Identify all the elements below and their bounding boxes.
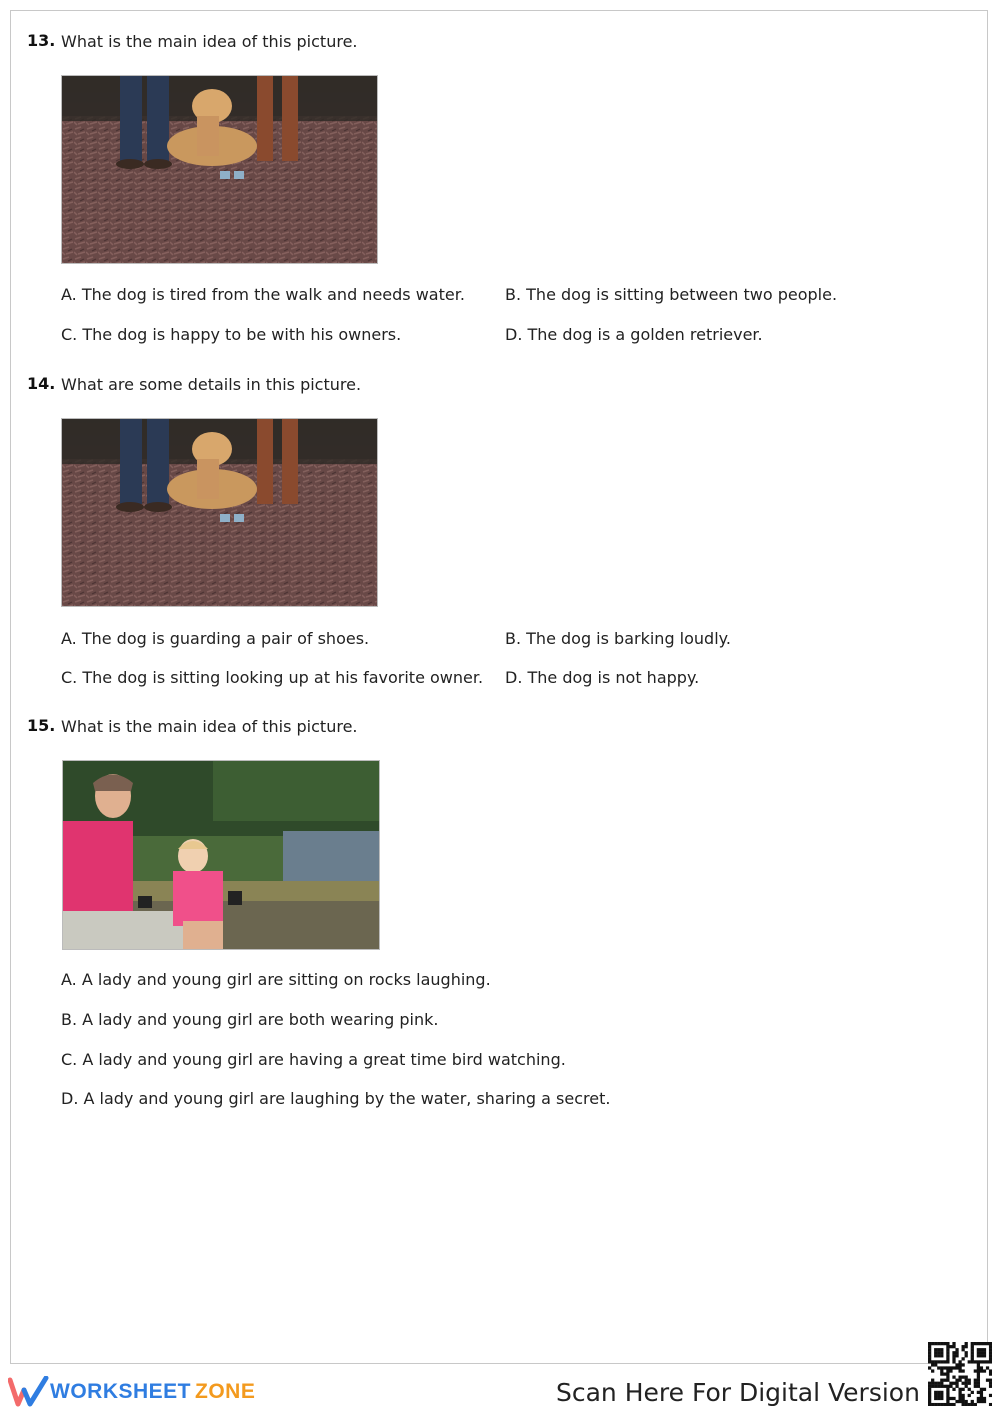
question-13-option-b: B. The dog is sitting between two people. (505, 285, 838, 304)
question-15-option-c: C. A lady and young girl are having a great time bird watching. (61, 1050, 566, 1069)
question-13-option-c: C. The dog is happy to be with his owners. (61, 325, 402, 344)
question-13-option-d: D. The dog is a golden retriever. (505, 325, 763, 344)
logo-text-zone: ZONE (195, 1380, 256, 1403)
worksheet-zone-logo-icon (8, 1376, 50, 1408)
scan-digital-version-text: Scan Here For Digital Version (556, 1378, 920, 1407)
question-15-option-a: A. A lady and young girl are sitting on rocks laughing. (61, 970, 491, 989)
question-14-option-c: C. The dog is sitting looking up at his favorite owner. (61, 668, 484, 687)
dog-photo-1 (61, 75, 378, 264)
qr-code-icon[interactable] (928, 1342, 992, 1406)
question-14-option-b: B. The dog is barking loudly. (505, 629, 731, 648)
question-15-option-b: B. A lady and young girl are both wearing pink. (61, 1010, 439, 1029)
question-15-number: 15. (27, 716, 56, 735)
question-13-option-a: A. The dog is tired from the walk and needs water. (61, 285, 465, 304)
question-14-number: 14. (27, 374, 56, 393)
logo-text-worksheet: WORKSHEET (50, 1380, 191, 1403)
question-14-text: What are some details in this picture. (61, 375, 362, 394)
question-14-option-d: D. The dog is not happy. (505, 668, 700, 687)
question-13-text: What is the main idea of this picture. (61, 32, 358, 51)
question-14-option-a: A. The dog is guarding a pair of shoes. (61, 629, 370, 648)
question-13-number: 13. (27, 31, 56, 50)
question-15-text: What is the main idea of this picture. (61, 717, 358, 736)
worksheet-zone-logo[interactable] (8, 1376, 255, 1408)
lady-girl-photo (62, 760, 380, 950)
dog-photo-2 (61, 418, 378, 607)
question-15-option-d: D. A lady and young girl are laughing by the water, sharing a secret. (61, 1089, 611, 1108)
